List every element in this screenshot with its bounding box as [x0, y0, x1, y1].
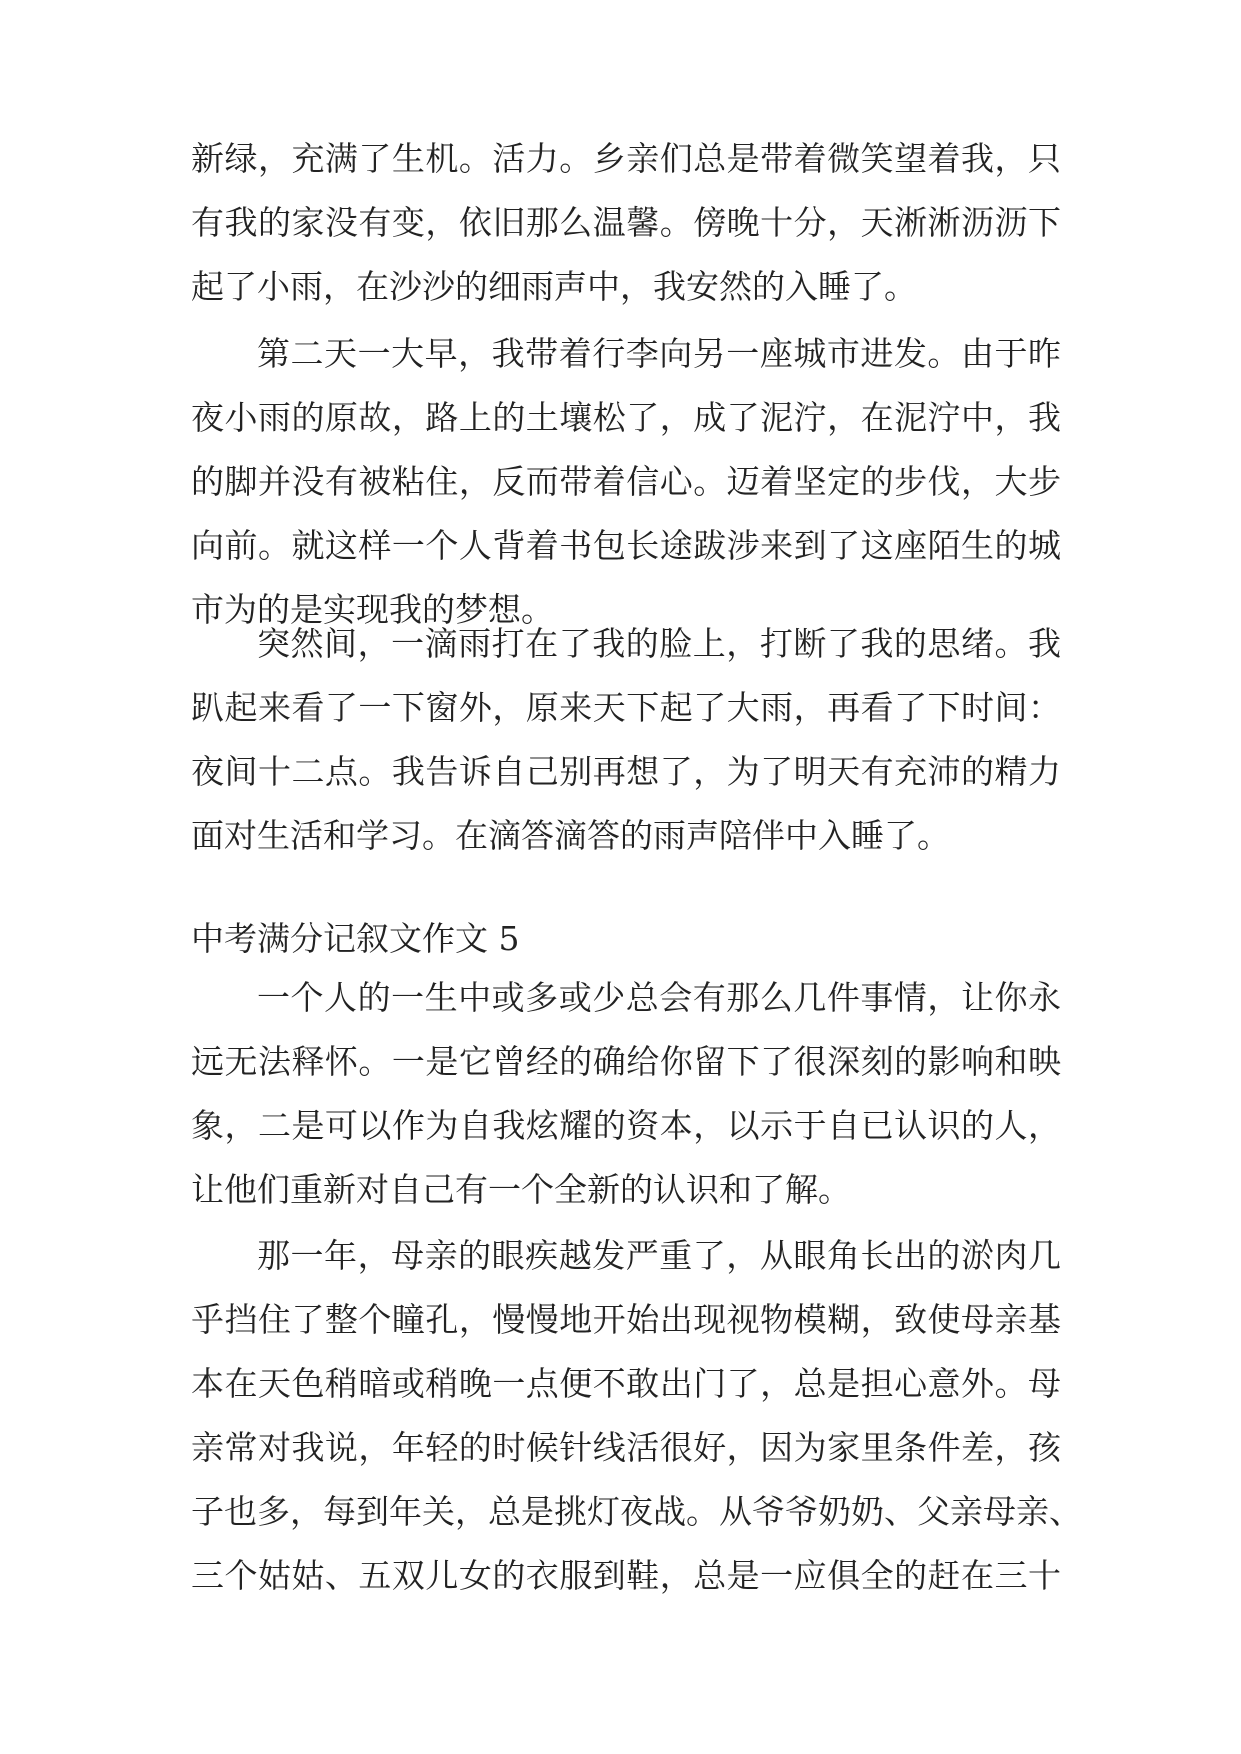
text-line: 那一年，母亲的眼疾越发严重了，从眼角长出的淤肉几	[257, 1236, 1061, 1275]
text-line: 三个姑姑、五双儿女的衣服到鞋，总是一应俱全的赶在三十	[191, 1556, 1061, 1595]
text-line: 让他们重新对自己有一个全新的认识和了解。	[191, 1170, 851, 1209]
text-line: 新绿，充满了生机。活力。乡亲们总是带着微笑望着我，只	[191, 139, 1061, 178]
text-line: 第二天一大早，我带着行李向另一座城市进发。由于昨	[257, 334, 1061, 373]
section-heading: 中考满分记叙文作文 5	[191, 919, 520, 958]
text-line: 本在天色稍暗或稍晚一点便不敢出门了，总是担心意外。母	[191, 1364, 1061, 1403]
text-line: 亲常对我说，年轻的时候针线活很好，因为家里条件差，孩	[191, 1428, 1061, 1467]
text-line: 向前。就这样一个人背着书包长途跋涉来到了这座陌生的城	[191, 526, 1061, 565]
section-b-paragraph-2	[191, 1224, 1082, 1608]
text-line: 乎挡住了整个瞳孔，慢慢地开始出现视物模糊，致使母亲基	[191, 1300, 1061, 1339]
text-line: 趴起来看了一下窗外，原来天下起了大雨，再看了下时间：	[191, 688, 1061, 727]
text-line: 夜间十二点。我告诉自己别再想了，为了明天有充沛的精力	[191, 752, 1061, 791]
section-a-paragraph-1	[191, 127, 1061, 319]
text-line: 的脚并没有被粘住，反而带着信心。迈着坚定的步伐，大步	[191, 462, 1061, 501]
text-line: 象，二是可以作为自我炫耀的资本，以示于自已认识的人，	[191, 1106, 1061, 1145]
section-b-paragraph-1	[191, 966, 1061, 1222]
text-line: 起了小雨，在沙沙的细雨声中，我安然的入睡了。	[191, 267, 917, 306]
text-line: 有我的家没有变，依旧那么温馨。傍晚十分，天淅淅沥沥下	[191, 203, 1061, 242]
section-a-paragraph-2	[191, 322, 1061, 642]
text-line: 子也多，每到年关，总是挑灯夜战。从爷爷奶奶、父亲母亲、	[191, 1492, 1082, 1531]
text-line: 远无法释怀。一是它曾经的确给你留下了很深刻的影响和映	[191, 1042, 1061, 1081]
text-line: 突然间，一滴雨打在了我的脸上，打断了我的思绪。我	[257, 624, 1061, 663]
section-a-paragraph-3	[191, 612, 1061, 868]
text-line: 一个人的一生中或多或少总会有那么几件事情，让你永	[257, 978, 1061, 1017]
text-line: 市为的是实现我的梦想。	[191, 590, 554, 629]
text-line: 面对生活和学习。在滴答滴答的雨声陪伴中入睡了。	[191, 816, 950, 855]
text-line: 夜小雨的原故，路上的土壤松了，成了泥泞，在泥泞中，我	[191, 398, 1061, 437]
